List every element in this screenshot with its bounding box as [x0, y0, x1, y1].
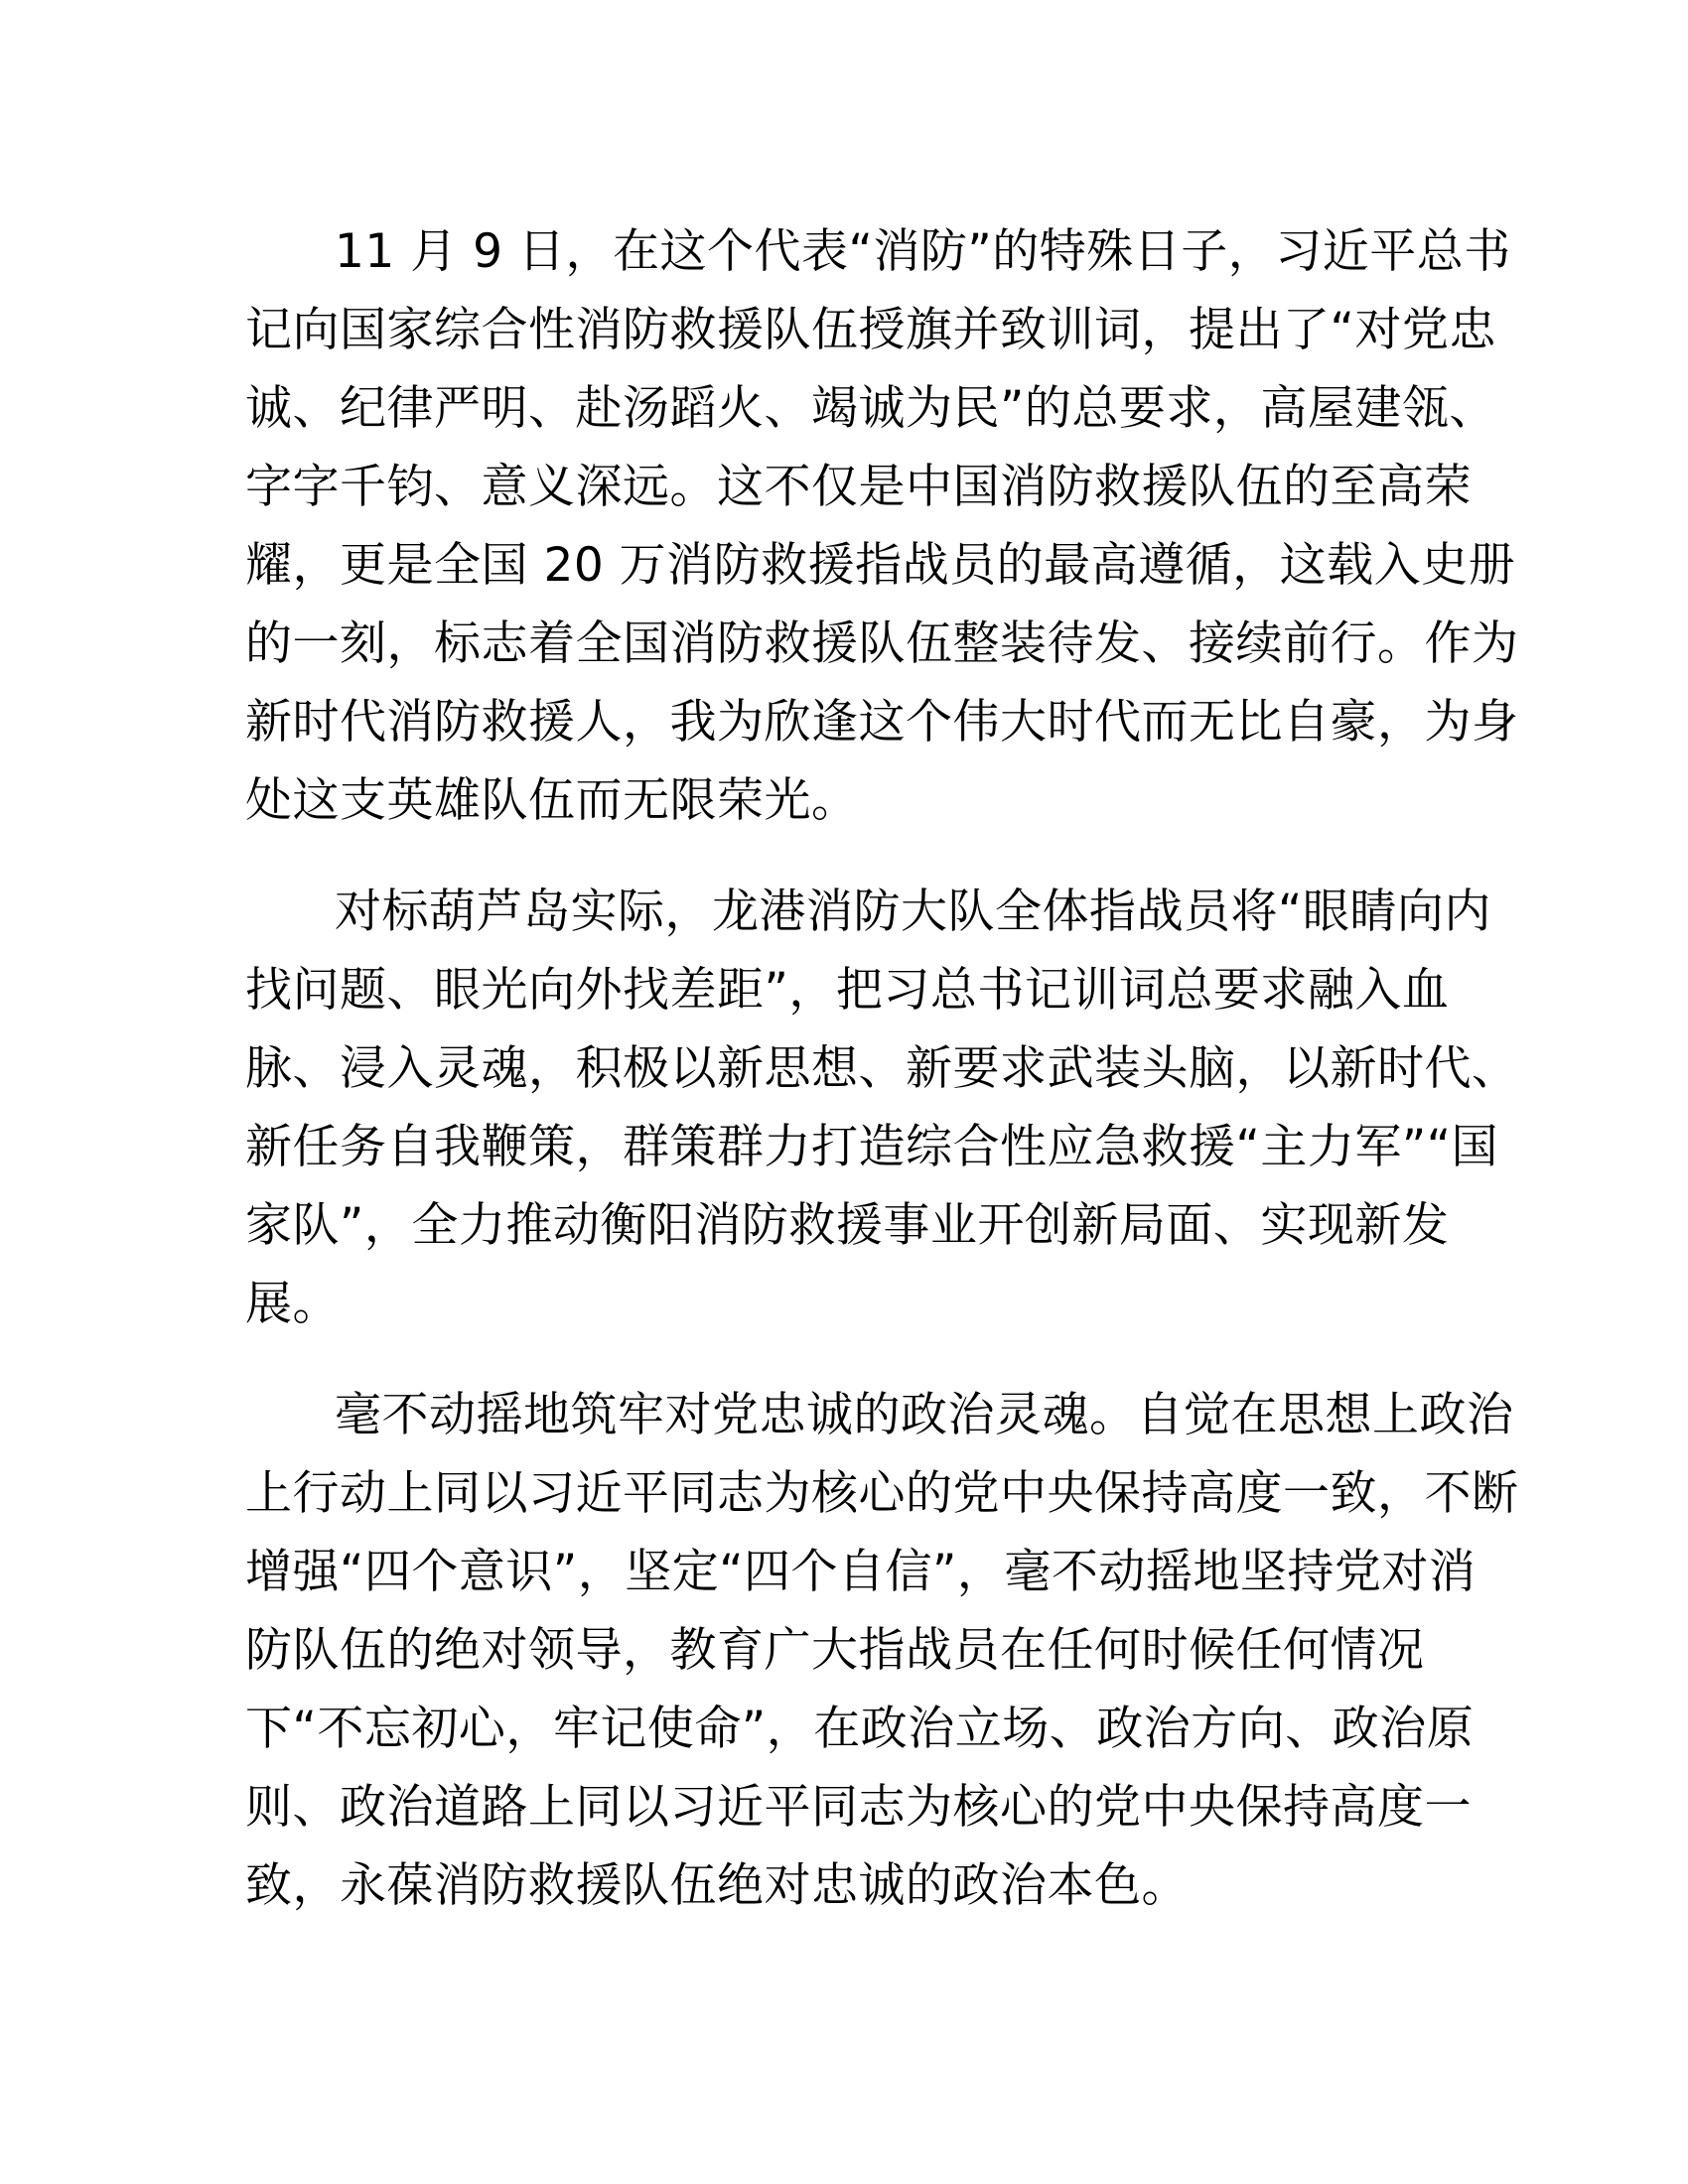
text-line: 记向国家综合性消防救援队伍授旗并致训词，提出了“对党忠: [245, 303, 1496, 357]
paragraph-1: [245, 212, 1519, 840]
text-line: 家队”，全力推动衡阳消防救援事业开创新局面、实现新发: [245, 1198, 1450, 1253]
paragraph-3: [245, 1376, 1519, 1925]
text-line: 诚、纪律严明、赴汤蹈火、竭诚为民”的总要求，高屋建瓴、: [245, 381, 1496, 436]
text-line: 处这支英雄队伍而无限荣光。: [245, 773, 859, 828]
text-line: 毫不动摇地筑牢对党忠诚的政治灵魂。自觉在思想上政治: [335, 1388, 1514, 1442]
document-page: [245, 212, 1519, 1958]
text-line: 脉、浸入灵魂，积极以新思想、新要求武装头脑，以新时代、: [245, 1041, 1519, 1096]
text-line: 增强“四个意识”，坚定“四个自信”，毫不动摇地坚持党对消: [245, 1545, 1477, 1599]
paragraph-2: [245, 873, 1519, 1343]
text-line: 耀，更是全国 20 万消防救援指战员的最高遵循，这载入史册: [245, 538, 1516, 593]
text-line: 新时代消防救援人，我为欣逢这个伟大时代而无比自豪，为身: [245, 695, 1519, 750]
text-line: 新任务自我鞭策，群策群力打造综合性应急救援“主力军”“国: [245, 1120, 1499, 1174]
text-line: 的一刻，标志着全国消防救援队伍整装待发、接续前行。作为: [245, 616, 1519, 671]
text-line: 对标葫芦岛实际，龙港消防大队全体指战员将“眼睛向内: [335, 885, 1491, 939]
text-line: 上行动上同以习近平同志为核心的党中央保持高度一致，不断: [245, 1466, 1519, 1521]
text-line: 找问题、眼光向外找差距”，把习总书记训词总要求融入血: [245, 963, 1450, 1018]
text-line: 则、政治道路上同以习近平同志为核心的党中央保持高度一: [245, 1780, 1472, 1835]
text-line: 11 月 9 日，在这个代表“消防”的特殊日子，习近平总书: [335, 224, 1511, 279]
text-line: 展。: [245, 1277, 340, 1331]
text-line: 防队伍的绝对领导，教育广大指战员在任何时候任何情况: [245, 1623, 1425, 1678]
text-line: 字字千钧、意义深远。这不仅是中国消防救援队伍的至高荣: [245, 460, 1472, 514]
text-line: 致，永葆消防救援队伍绝对忠诚的政治本色。: [245, 1858, 1189, 1913]
text-line: 下“不忘初心，牢记使命”，在政治立场、政治方向、政治原: [245, 1702, 1475, 1756]
